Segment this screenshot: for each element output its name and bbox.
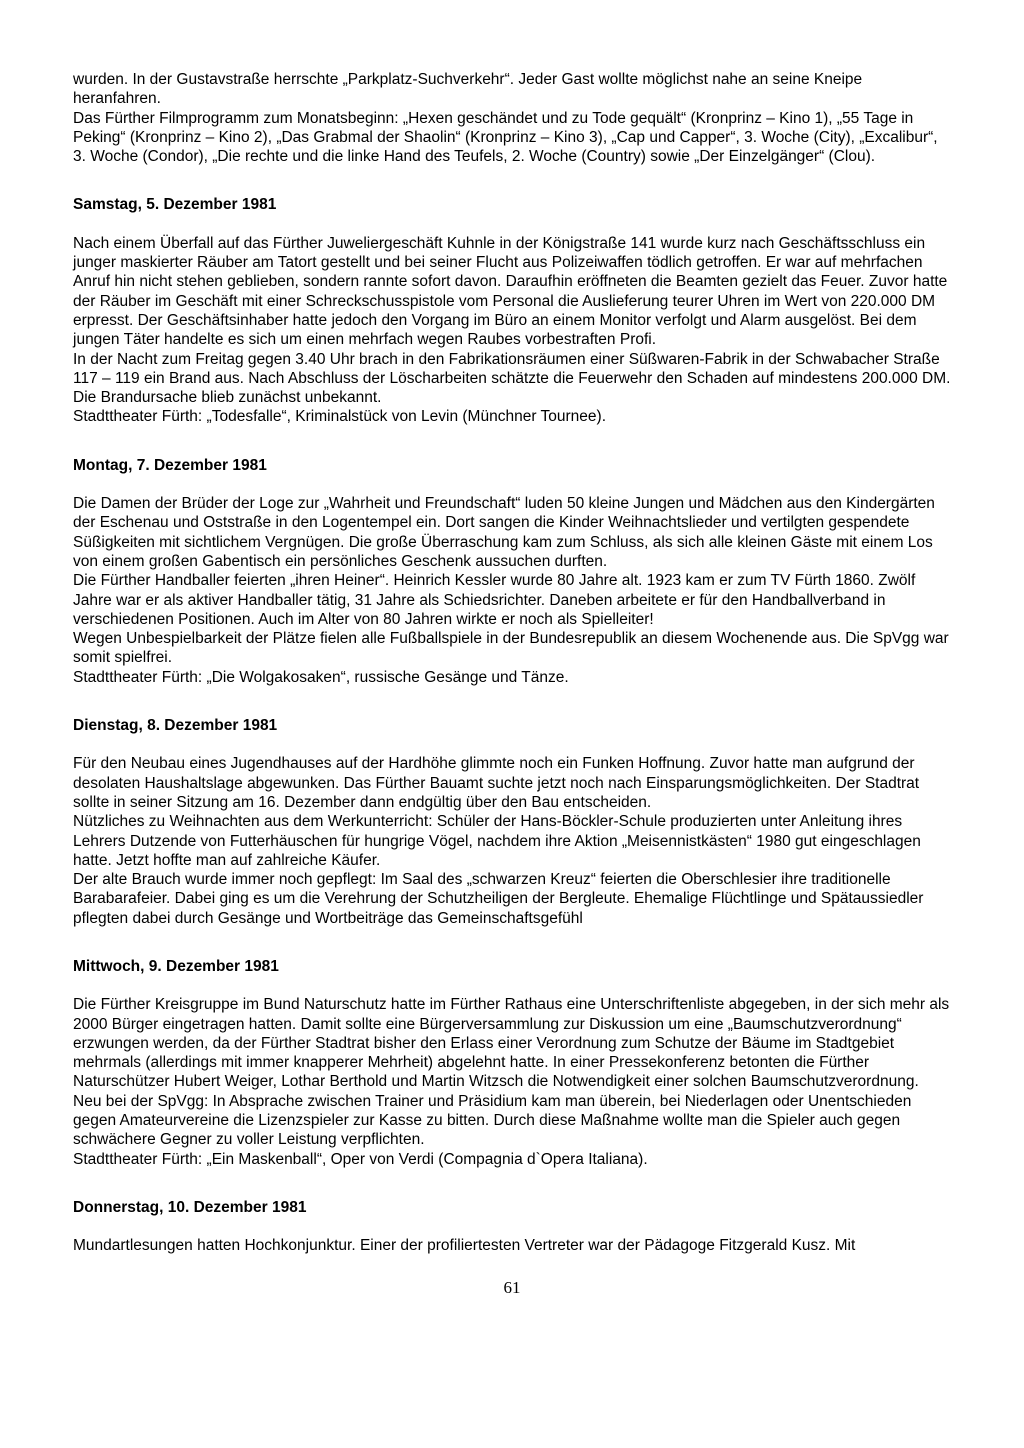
intro-paragraph-continuation: wurden. In der Gustavstraße herrschte „Parkplatz-Suchverkehr“. Jeder Gast wollte möglichst nahe an seine Kneipe heranfahren. xyxy=(73,71,863,108)
paragraph-brand-suesswaren-fabrik: In der Nacht zum Freitag gegen 3.40 Uhr brach in den Fabrikationsräumen einer Süßwaren-Fabrik in der Schwabacher Straße 117 – 119 ein Brand aus. Nach Abschluss der Löscharbeiten schätzte die Feuerwehr den Schaden auf mindestens 200.000 DM. Die Brandursache blieb zunächst unbekannt. xyxy=(73,350,951,407)
paragraph-stadttheater-maskenball: Stadttheater Fürth: „Ein Maskenball“, Oper von Verdi (Compagnia d`Opera Italiana). xyxy=(73,1150,648,1168)
paragraph-werkunterricht-futterhaeuschen: Nützliches zu Weihnachten aus dem Werkunterricht: Schüler der Hans-Böckler-Schule produzierten unter Anleitung ihres Lehrers Dutzende von Futterhäuschen für hungrige Vögel, nachdem ihre Aktion „Meisennistkästen“ 1980 gut eingeschlagen hatte. Jetzt hoffte man auf zahlreiche Käufer. xyxy=(73,813,921,869)
paragraph-ueberfall-juweliergeschaeft: Nach einem Überfall auf das Fürther Juweliergeschäft Kuhnle in der Königstraße 141 wurde kurz nach Geschäftsschluss ein junger maskierter Räuber am Tatort gestellt und bei seiner Flucht aus Polizeiwaffen tödlich getroffen. Er war auf mehrfachen Anruf hin nicht stehen geblieben, sondern rannte sofort davon. Daraufhin eröffneten die Beamten gezielt das Feuer. Zuvor hatte der Räuber im Geschäft mit einer Schreckschusspistole vom Personal die Auslieferung teurer Uhren im Wert von 220.000 DM erpresst. Der Geschäftsinhaber hatte jedoch den Vorgang im Büro an einem Monitor verfolgt und Alarm ausgelöst. Bei dem jungen Täter handelte es sich um einen mehrfach wegen Raubes vorbestraften Profi. xyxy=(73,234,948,349)
section-heading-mittwoch-9-dezember-1981: Mittwoch, 9. Dezember 1981 xyxy=(73,957,279,975)
paragraph-spvgg-lizenzspieler: Neu bei der SpVgg: In Absprache zwischen Trainer und Präsidium kam man überein, bei Niederlagen oder Unentschieden gegen Amateurvereine die Lizenzspieler zur Kasse zu bitten. Durch diese Maßnahme wollte man die Spieler auch gegen schwächere Gegner zu voller Leistung verpflichten. xyxy=(73,1092,912,1149)
document-page xyxy=(73,70,951,1298)
paragraph-barabarafeier-oberschlesier: Der alte Brauch wurde immer noch gepflegt: Im Saal des „schwarzen Kreuz“ feierten die Oberschlesier ihre traditionelle Barabarafeier. Dabei ging es um die Verehrung der Schutzheiligen der Bergleute. Ehemalige Flüchtlinge und Spätaussiedler pflegten dabei durch Gesänge und Wortbeiträge das Gemeinschaftsgefühl xyxy=(73,871,924,927)
paragraph-mundartlesungen: Mundartlesungen hatten Hochkonjunktur. Einer der profiliertesten Vertreter war der Pädagoge Fitzgerald Kusz. Mit xyxy=(73,1237,856,1255)
paragraph-stadttheater-todesfalle: Stadttheater Fürth: „Todesfalle“, Kriminalstück von Levin (Münchner Tournee). xyxy=(73,408,606,426)
page-number: 61 xyxy=(503,1277,521,1297)
paragraph-jugendhaus-hardhoehe: Für den Neubau eines Jugendhauses auf der Hardhöhe glimmte noch ein Funken Hoffnung. Zuvor hatte man aufgrund der desolaten Haushaltslage abgewunken. Das Fürther Bauamt suchte jetzt noch nach Einsparungsmöglichkeiten. Der Stadtrat sollte in seiner Sitzung am 16. Dezember dann endgültig über den Bau entscheiden. xyxy=(73,755,920,811)
section-heading-montag-7-dezember-1981: Montag, 7. Dezember 1981 xyxy=(73,456,267,474)
paragraph-handballer-heinrich-kessler: Die Fürther Handballer feierten „ihren Heiner“. Heinrich Kessler wurde 80 Jahre alt. 1923 kam er zum TV Fürth 1860. Zwölf Jahre war er als aktiver Handballer tätig, 31 Jahre als Schiedsrichter. Daneben arbeitete er für den Handballverband in verschiedenen Positionen. Auch im Alter von 80 Jahren wirkte er noch als Spielleiter! xyxy=(73,572,916,628)
paragraph-fussballspiele-ausgefallen: Wegen Unbespielbarkeit der Plätze fielen alle Fußballspiele in der Bundesrepublik an diesem Wochenende aus. Die SpVgg war somit spielfrei. xyxy=(73,630,949,667)
section-heading-samstag-5-dezember-1981: Samstag, 5. Dezember 1981 xyxy=(73,196,277,214)
section-heading-dienstag-8-dezember-1981: Dienstag, 8. Dezember 1981 xyxy=(73,717,278,735)
paragraph-stadttheater-wolgakosaken: Stadttheater Fürth: „Die Wolgakosaken“, russische Gesänge und Tänze. xyxy=(73,668,569,686)
paragraph-bund-naturschutz-unterschriftenliste: Die Fürther Kreisgruppe im Bund Naturschutz hatte im Fürther Rathaus eine Unterschriftenliste abgegeben, in der sich mehr als 2000 Bürger eingetragen hatten. Damit sollte eine Bürgerversammlung zur Diskussion um eine „Baumschutzverordnung“ erzwungen werden, da der Fürther Stadtrat bisher den Erlass einer Verordnung zum Schutze der Bäume im Stadtgebiet mehrmals (allerdings mit immer knapperer Mehrheit) abgelehnt hatte. In einer Pressekonferenz betonten die Fürther Naturschützer Hubert Weiger, Lothar Berthold und Martin Witzsch die Notwendigkeit einer solchen Baumschutzverordnung. xyxy=(73,996,950,1091)
intro-paragraph-filmprogramm: Das Fürther Filmprogramm zum Monatsbeginn: „Hexen geschändet und zu Tode gequält“ (Kronprinz – Kino 1), „55 Tage in Peking“ (Kronprinz – Kino 2), „Das Grabmal der Shaolin“ (Kronprinz – Kino 3), „Cap und Capper“, 3. Woche (City), „Excalibur“, 3. Woche (Condor), „Die rechte und die linke Hand des Teufels, 2. Woche (Country) sowie „Der Einzelgänger“ (Clou). xyxy=(73,109,938,166)
section-heading-donnerstag-10-dezember-1981: Donnerstag, 10. Dezember 1981 xyxy=(73,1198,307,1216)
paragraph-loge-weihnachtsfeier: Die Damen der Brüder der Loge zur „Wahrheit und Freundschaft“ luden 50 kleine Jungen und Mädchen aus den Kindergärten der Eschenau und Oststraße in den Logentempel ein. Dort sangen die Kinder Weihnachtslieder und vertilgten gespendete Süßigkeiten mit sichtlichem Vergnügen. Die große Überraschung kam zum Schluss, als sich alle kleinen Gäste mit einem Los von einem großen Gabentisch ein persönliches Geschenk aussuchen durften. xyxy=(73,495,935,570)
